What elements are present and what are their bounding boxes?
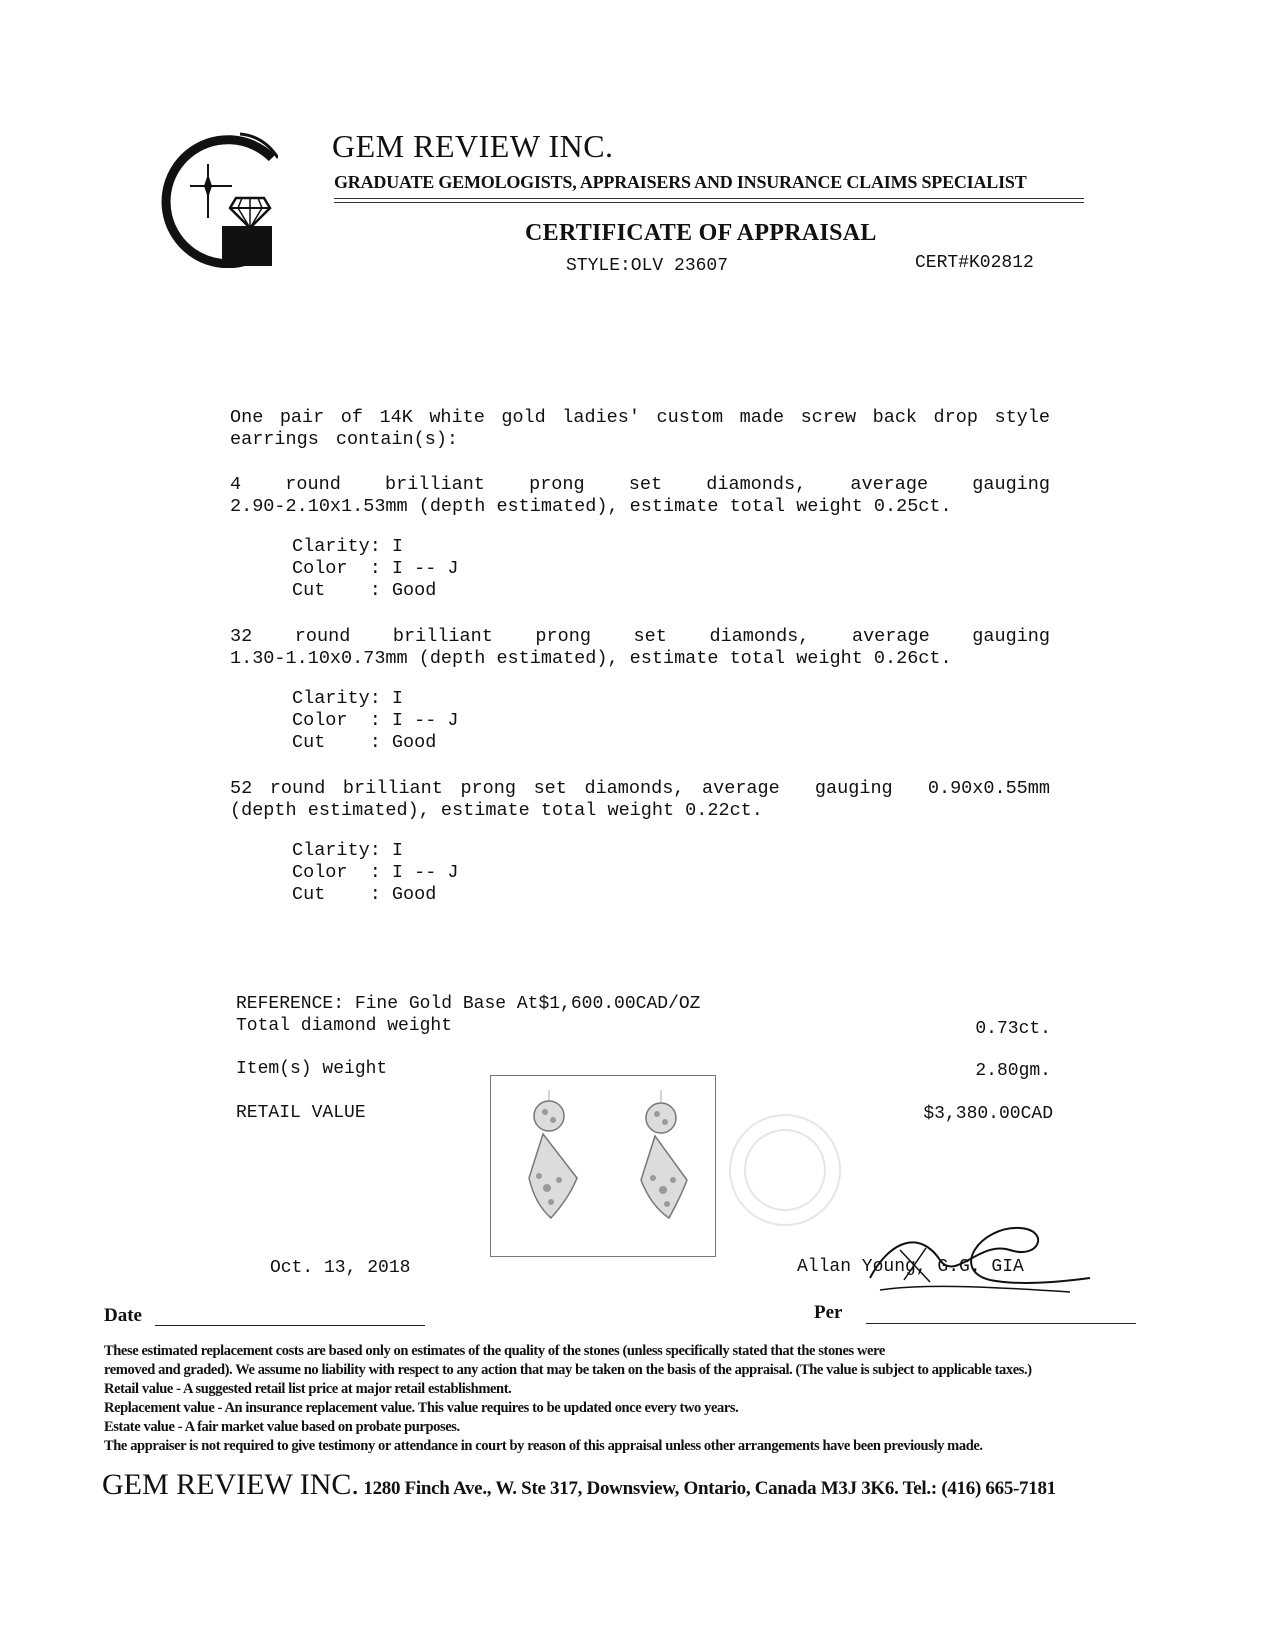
- clarity-grade: Clarity: I: [292, 688, 404, 709]
- description-line: One pair of 14K white gold ladies' custom made screw back drop style: [230, 407, 1050, 428]
- stone-group-line: 2.90-2.10x1.53mm (depth estimated), estimate total weight 0.25ct.: [230, 496, 952, 517]
- footer-company-name: GEM REVIEW INC.: [102, 1468, 359, 1501]
- appraisal-date: Oct. 13, 2018: [270, 1258, 411, 1278]
- cut-grade: Cut : Good: [292, 732, 437, 753]
- stone-group-3: [230, 778, 1050, 906]
- retail-value-label: RETAIL VALUE: [236, 1103, 366, 1123]
- footnote-line: Estate value - A fair market value based on probate purposes.: [104, 1419, 460, 1435]
- color-grade: Color : I -- J: [292, 862, 459, 883]
- footnote-line: These estimated replacement costs are based only on estimates of the quality of the stones (unless specifically stated that the stones were: [104, 1343, 885, 1359]
- stone-group-line: 32 round brilliant prong set diamonds, average gauging: [230, 626, 1050, 647]
- color-grade: Color : I -- J: [292, 710, 459, 731]
- footnote-line: Replacement value - An insurance replacement value. This value requires to be updated once every two years.: [104, 1400, 739, 1416]
- clarity-grade: Clarity: I: [292, 536, 404, 557]
- item-weight-value: 2.80gm.: [975, 1061, 1051, 1081]
- gem-review-logo-icon: [160, 128, 278, 268]
- retail-value-amount: $3,380.00CAD: [923, 1104, 1053, 1124]
- date-signature-line: [155, 1325, 425, 1326]
- footnote-line: The appraiser is not required to give testimony or attendance in court by reason of this appraisal unless other arrangements have been previously made.: [104, 1438, 983, 1454]
- faded-stamp: [725, 1100, 875, 1250]
- color-grade: Color : I -- J: [292, 558, 459, 579]
- cert-number: CERT#K02812: [915, 253, 1034, 273]
- header-divider: [334, 198, 1084, 199]
- footnotes: [104, 1342, 1032, 1456]
- stone-group-line: 4 round brilliant prong set diamonds, average gauging: [230, 474, 1050, 495]
- stone-group-line: 1.30-1.10x0.73mm (depth estimated), estimate total weight 0.26ct.: [230, 648, 952, 669]
- cut-grade: Cut : Good: [292, 580, 437, 601]
- total-diamond-weight-label: Total diamond weight: [236, 1016, 453, 1036]
- style-number: STYLE:OLV 23607: [566, 256, 729, 276]
- footnote-line: Retail value - A suggested retail list price at major retail establishment.: [104, 1381, 512, 1397]
- footer-address: 1280 Finch Ave., W. Ste 317, Downsview, Ontario, Canada M3J 3K6. Tel.: (416) 665-7181: [358, 1478, 1056, 1499]
- item-weight-label: Item(s) weight: [236, 1059, 388, 1079]
- date-label: Date: [104, 1305, 142, 1326]
- company-name: GEM REVIEW INC.: [332, 128, 614, 164]
- per-label: Per: [814, 1302, 843, 1323]
- stone-group-1: [230, 474, 1050, 602]
- per-signature-line: [866, 1323, 1136, 1324]
- footer: [102, 1468, 1056, 1502]
- appraiser-name: Allan Young, G.G. GIA: [797, 1257, 1024, 1277]
- clarity-grade: Clarity: I: [292, 840, 404, 861]
- earrings-photo: [490, 1075, 716, 1257]
- stone-group-line: (depth estimated), estimate total weight 0.22ct.: [230, 800, 763, 821]
- description-line: earrings contain(s):: [230, 429, 459, 450]
- cut-grade: Cut : Good: [292, 884, 437, 905]
- reference-line: REFERENCE: Fine Gold Base At$1,600.00CAD/OZ: [236, 994, 701, 1014]
- earrings-illustration: [491, 1076, 715, 1256]
- company-tagline: GRADUATE GEMOLOGISTS, APPRAISERS AND INSURANCE CLAIMS SPECIALIST: [334, 172, 1027, 192]
- total-diamond-weight-value: 0.73ct.: [975, 1019, 1051, 1039]
- item-description: [230, 407, 1050, 451]
- certificate-title: CERTIFICATE OF APPRAISAL: [525, 220, 877, 246]
- header-divider-secondary: [334, 202, 1084, 203]
- handwritten-signature: [860, 1220, 1100, 1300]
- stone-group-line: 52 round brilliant prong set diamonds, average gauging 0.90x0.55mm: [230, 778, 1050, 799]
- footnote-line: removed and graded). We assume no liability with respect to any action that may be taken on the basis of the appraisal. (The value is subject to applicable taxes.): [104, 1362, 1032, 1378]
- stone-group-2: [230, 626, 1050, 754]
